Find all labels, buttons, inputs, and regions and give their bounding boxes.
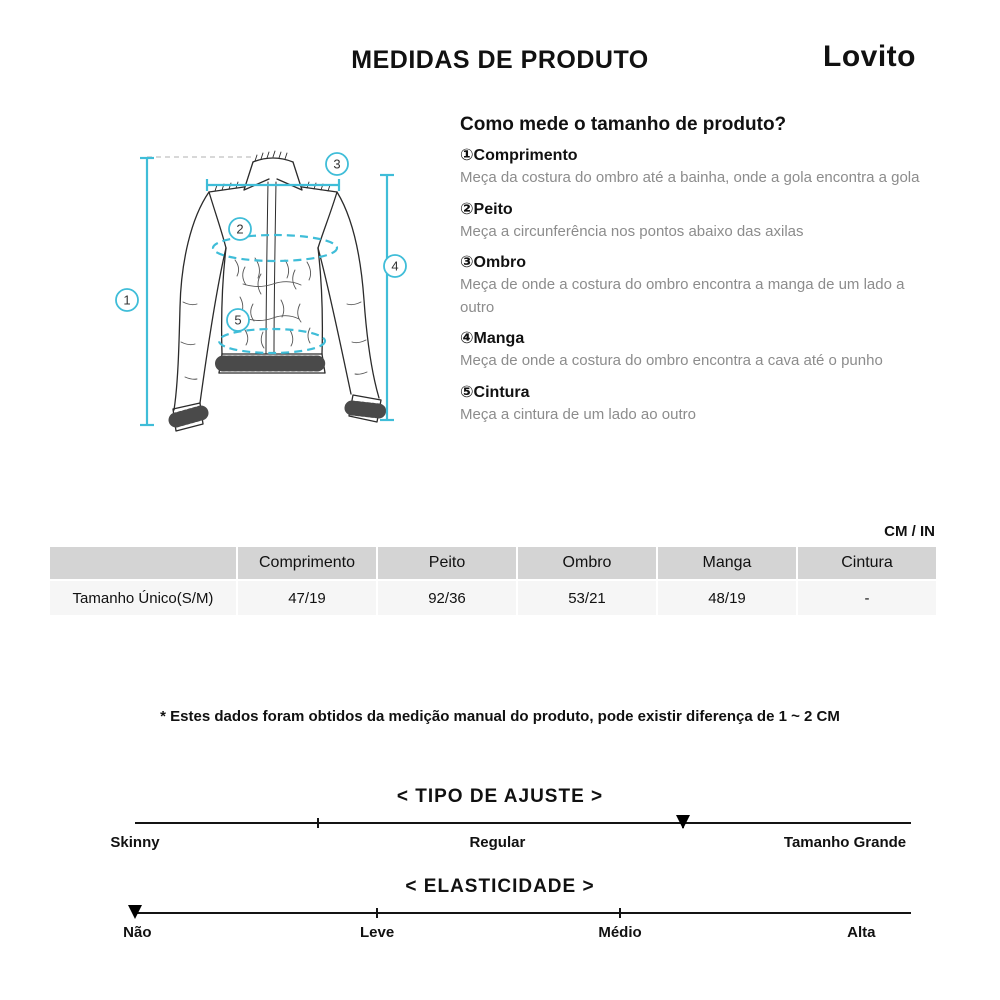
size-value-cell: 92/36: [378, 581, 516, 615]
slider-track: [135, 912, 911, 914]
slider-label: Não: [123, 924, 152, 941]
diagram-label-3: 3: [333, 156, 341, 172]
slider-tick: [317, 818, 319, 828]
guide-item-desc: Meça de onde a costura do ombro encontra a cava até o punho: [460, 352, 883, 369]
size-value-cell: -: [798, 581, 936, 615]
guide-item-label: ⑤Cintura: [460, 383, 530, 401]
size-value-cell: 48/19: [658, 581, 796, 615]
diagram-label-5: 5: [234, 312, 242, 328]
slider-label: Skinny: [110, 834, 160, 851]
slider-tick: [376, 908, 378, 918]
slider-label: Médio: [598, 924, 642, 941]
size-value-cell: 53/21: [518, 581, 656, 615]
units-label: CM / IN: [884, 523, 935, 540]
slider-marker: [128, 905, 142, 919]
size-table-header: Comprimento: [238, 547, 376, 579]
size-table-header: Cintura: [798, 547, 936, 579]
slider-label: Leve: [360, 924, 395, 941]
measure-guide-list: [460, 145, 942, 426]
footnote: * Estes dados foram obtidos da medição manual do produto, pode existir diferença de 1 ~ 2 CM: [160, 708, 840, 725]
brand-logo: Lovito: [823, 40, 916, 73]
guide-item-desc: Meça a circunferência nos pontos abaixo das axilas: [460, 222, 804, 240]
slider-title: < ELASTICIDADE >: [405, 876, 595, 897]
guide-item-label: ③Ombro: [460, 254, 526, 271]
jacket-diagram: [95, 132, 445, 452]
diagram-label-2: 2: [236, 221, 244, 237]
product-illustration: [95, 132, 445, 452]
slider-elasticity: [0, 876, 1000, 956]
guide-heading: Como mede o tamanho de produto?: [460, 114, 787, 135]
guide-item-label: ①Comprimento: [460, 147, 578, 164]
size-table: [50, 547, 936, 615]
slider-fit: [0, 786, 1000, 866]
slider-label: Tamanho Grande: [783, 834, 907, 851]
size-value-cell: 47/19: [238, 581, 376, 615]
size-table-header: Peito: [378, 547, 516, 579]
slider-label: Alta: [847, 924, 876, 941]
diagram-label-1: 1: [123, 292, 131, 308]
slider-tick: [619, 908, 621, 918]
slider-marker: [676, 815, 690, 829]
guide-item-desc: Meça a cintura de um lado ao outro: [460, 405, 696, 423]
slider-label: Regular: [469, 834, 526, 851]
slider-labels-row: [110, 834, 911, 856]
guide-item-label: ④Manga: [460, 330, 525, 347]
slider-title: < TIPO DE AJUSTE >: [396, 786, 604, 807]
size-table-corner: [50, 547, 236, 579]
guide-item-desc: Meça da costura do ombro até a bainha, onde a gola encontra a gola: [460, 169, 920, 186]
slider-track: [135, 822, 911, 824]
guide-item-label: ②Peito: [460, 200, 513, 218]
size-row-label: Tamanho Único(S/M): [50, 581, 236, 615]
measure-guide: [460, 114, 942, 426]
size-table-header: Manga: [658, 547, 796, 579]
page-title: MEDIDAS DE PRODUTO: [351, 46, 649, 74]
size-table-header: Ombro: [518, 547, 656, 579]
diagram-label-4: 4: [391, 258, 399, 274]
guide-item-desc: Meça de onde a costura do ombro encontra a manga de um lado a outro: [460, 276, 905, 316]
slider-labels-row: [123, 924, 911, 946]
